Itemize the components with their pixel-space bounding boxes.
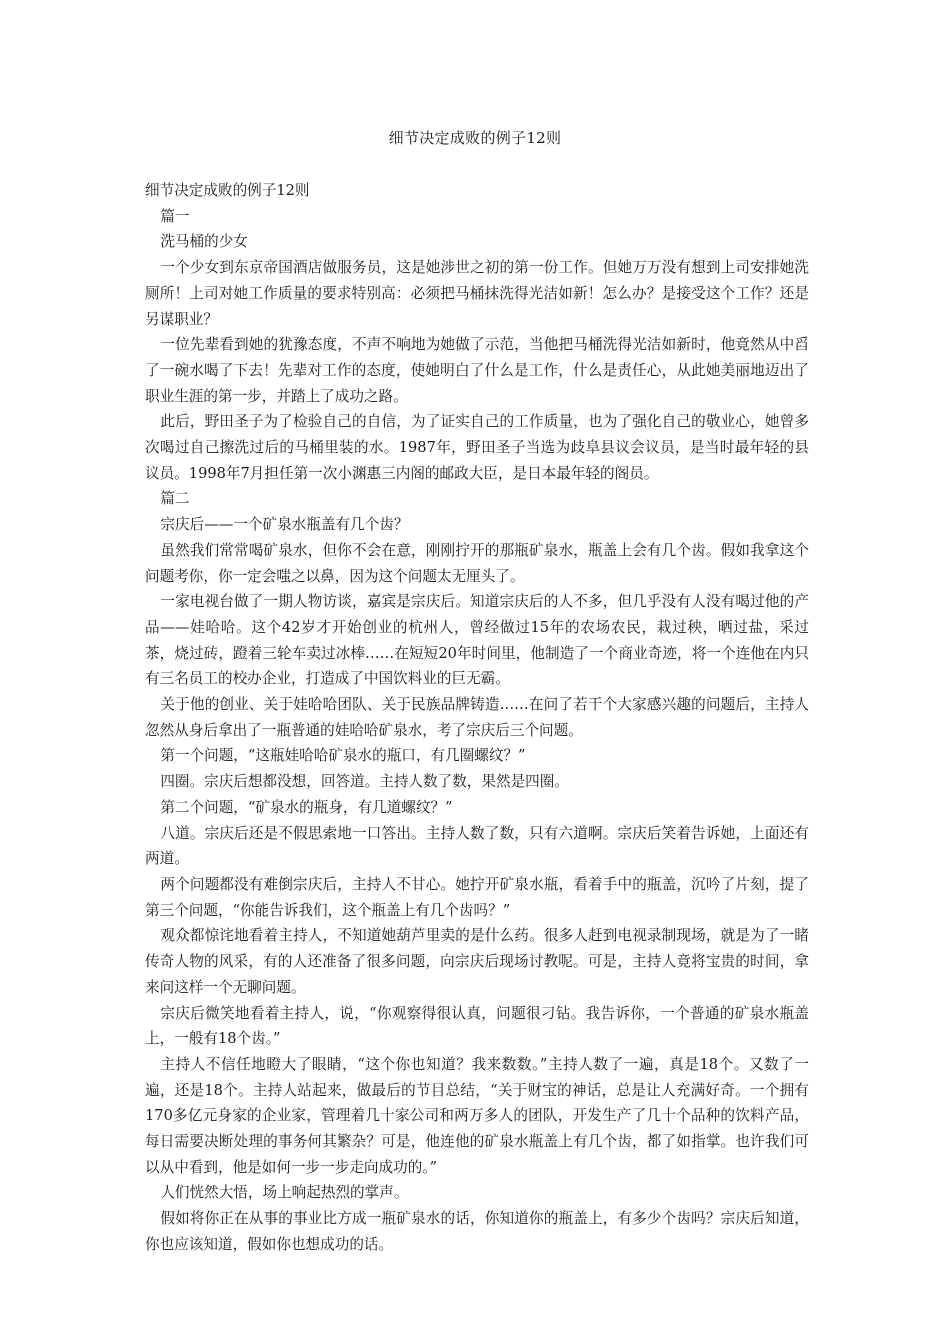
paragraph: 一个少女到东京帝国酒店做服务员，这是她涉世之初的第一份工作。但她万万没有想到上司安排她洗厕所！上司对她工作质量的要求特别高：必须把马桶抹洗得光洁如新！怎么办？是接受这个工作？还是另谋职业？: [145, 259, 809, 328]
paragraph: 虽然我们常常喝矿泉水，但你不会在意，刚刚拧开的那瓶矿泉水，瓶盖上会有几个齿。假如我拿这个问题考你，你一定会嗤之以鼻，因为这个问题太无厘头了。: [145, 541, 809, 585]
paragraph: 第二个问题，“矿泉水的瓶身，有几道螺纹？”: [160, 798, 453, 816]
body-heading: 细节决定成败的例子12则: [145, 182, 310, 199]
document-body: [145, 178, 809, 1258]
paragraph: 关于他的创业、关于娃哈哈团队、关于民族品牌铸造……在问了若干个大家感兴趣的问题后，主持人忽然从身后拿出了一瓶普通的娃哈哈矿泉水，考了宗庆后三个问题。: [145, 696, 809, 739]
section-title-2: 宗庆后——一个矿泉水瓶盖有几个齿？: [160, 516, 409, 534]
paragraph: 假如将你正在从事的事业比方成一瓶矿泉水的话，你知道你的瓶盖上，有多少个齿吗？宗庆后知道，你也应该知道，假如你也想成功的话。: [145, 1210, 809, 1253]
document-title: 细节决定成败的例子12则: [388, 129, 562, 147]
paragraph: 人们恍然大悟，场上响起热烈的掌声。: [160, 1184, 409, 1202]
paragraph: 一位先辈看到她的犹豫态度，不声不响地为她做了示范，当他把马桶洗得光洁如新时，他竟然从中舀了一碗水喝了下去！先辈对工作的态度，使她明白了什么是工作，什么是责任心，从此她美丽地迈出了职业生涯的第一步，并踏上了成功之路。: [145, 336, 809, 405]
paragraph: 宗庆后微笑地看着主持人，说，“你观察得很认真，问题很刁钻。我告诉你，一个普通的矿泉水瓶盖上，一般有18个齿。”: [145, 1004, 809, 1048]
paragraph: 第一个问题，“这瓶娃哈哈矿泉水的瓶口，有几圈螺纹？”: [160, 747, 526, 765]
paragraph: 四圈。宗庆后想都没想，回答道。主持人数了数，果然是四圈。: [160, 773, 569, 791]
paragraph: 主持人不信任地瞪大了眼睛，“这个你也知道？我来数数。”主持人数了一遍，真是18个。又数了一遍，还是18个。主持人站起来，做最后的节目总结，“关于财宝的神话，总是让人充满好奇。一个拥有170多亿元身家的企业家，管理着几十家公司和两万多人的团队，开发生产了几十个品种的饮料产品，每日需要决断处理的事务何其繁杂？可是，他连他的矿泉水瓶盖上有几个齿，都了如指掌。也许我们可以从中看到，他是如何一步一步走向成功的。”: [145, 1055, 809, 1176]
paragraph: 八道。宗庆后还是不假思索地一口答出。主持人数了数，只有六道啊。宗庆后笑着告诉她，上面还有两道。: [145, 824, 809, 868]
section-label-1: 篇一: [160, 207, 190, 225]
section-label-2: 篇二: [160, 490, 190, 508]
section-title-1: 洗马桶的少女: [160, 233, 248, 251]
paragraph: 两个问题都没有难倒宗庆后，主持人不甘心。她拧开矿泉水瓶，看着手中的瓶盖，沉吟了片刻，提了第三个问题，“你能告诉我们，这个瓶盖上有几个齿吗？”: [145, 875, 809, 919]
paragraph: 此后，野田圣子为了检验自己的自信，为了证实自己的工作质量，也为了强化自己的敬业心，她曾多次喝过自己擦洗过后的马桶里装的水。1987年，野田圣子当选为歧阜县议会议员，是当时最年轻的县议员。1998年7月担任第一次小渊惠三内阁的邮政大臣，是日本最年轻的阁员。: [145, 413, 809, 482]
paragraph: 观众都惊诧地看着主持人，不知道她葫芦里卖的是什么药。很多人赶到电视录制现场，就是为了一睹传奇人物的风采，有的人还准备了很多问题，向宗庆后现场讨教呢。可是，主持人竟将宝贵的时间，拿来问这样一个无聊问题。: [145, 927, 809, 996]
paragraph: 一家电视台做了一期人物访谈，嘉宾是宗庆后。知道宗庆后的人不多，但几乎没有人没有喝过他的产品——娃哈哈。这个42岁才开始创业的杭州人，曾经做过15年的农场农民，栽过秧，晒过盐，采过茶，烧过砖，蹬着三轮车卖过冰棒……在短短20年时间里，他制造了一个商业奇迹，将一个连他在内只有三名员工的校办企业，打造成了中国饮料业的巨无霸。: [145, 593, 809, 688]
